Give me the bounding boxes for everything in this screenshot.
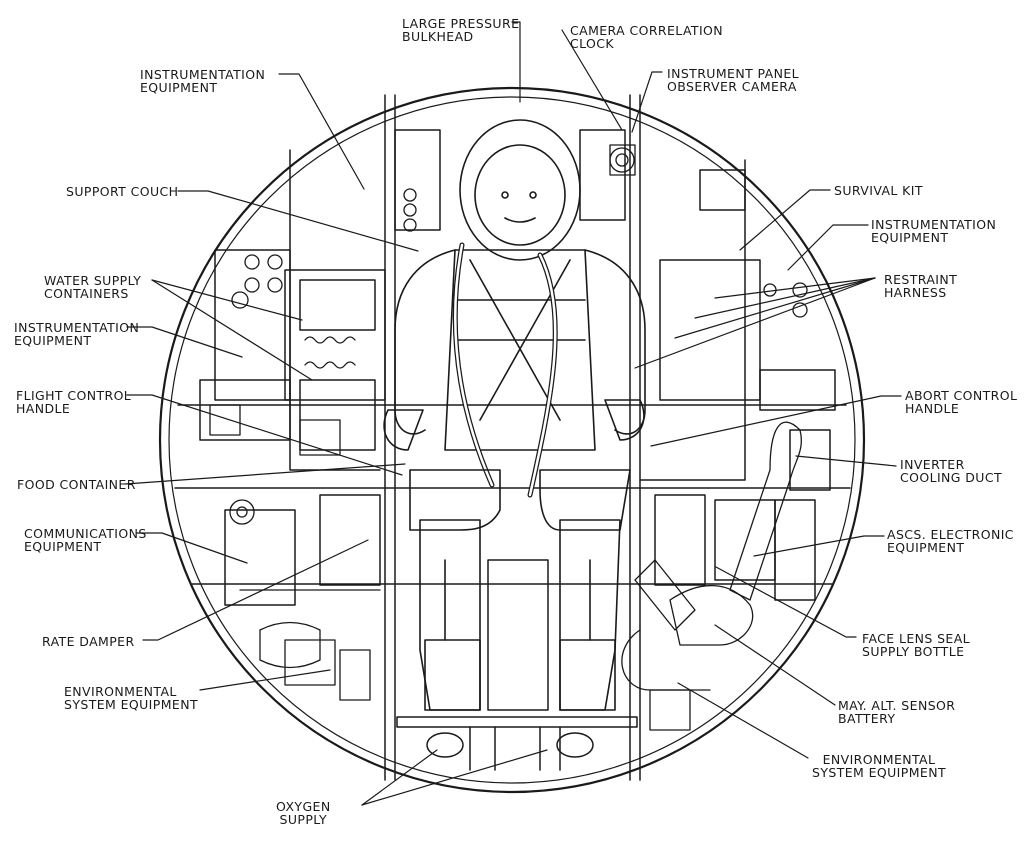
label-flight-control-handle: FLIGHT CONTROL HANDLE <box>16 388 132 416</box>
label-abort-control-handle: ABORT CONTROL HANDLE <box>905 388 1018 416</box>
capsule-frame <box>175 95 850 780</box>
label-restraint-harness: RESTRAINT HARNESS <box>884 272 958 300</box>
label-water-supply-containers: WATER SUPPLY CONTAINERS <box>44 273 142 301</box>
label-inverter-cooling-duct: INVERTER COOLING DUCT <box>900 457 1003 485</box>
label-ascs-electronic-equipment: ASCS. ELECTRONIC EQUIPMENT <box>887 527 1014 555</box>
label-rate-damper: RATE DAMPER <box>42 634 135 649</box>
label-food-container: FOOD CONTAINER <box>17 477 136 492</box>
equipment-details <box>210 145 807 730</box>
label-instrumentation-equipment-left: INSTRUMENTATION EQUIPMENT <box>14 320 140 348</box>
label-environmental-system-equipment-left: ENVIRONMENTAL SYSTEM EQUIPMENT <box>64 684 198 712</box>
label-environmental-system-equipment-right: ENVIRONMENTAL SYSTEM EQUIPMENT <box>812 752 946 780</box>
couch-and-floor <box>397 560 637 770</box>
label-large-pressure-bulkhead: LARGE PRESSURE BULKHEAD <box>402 16 520 44</box>
label-instrumentation-equipment-top: INSTRUMENTATION EQUIPMENT <box>140 67 266 95</box>
astronaut-figure <box>384 120 645 710</box>
label-instrument-panel-observer-camera: INSTRUMENT PANEL OBSERVER CAMERA <box>667 66 799 94</box>
label-camera-correlation-clock: CAMERA CORRELATION CLOCK <box>570 23 724 51</box>
label-instrumentation-equipment-right: INSTRUMENTATION EQUIPMENT <box>871 217 997 245</box>
label-support-couch: SUPPORT COUCH <box>66 184 179 199</box>
label-oxygen-supply: OXYGEN SUPPLY <box>276 799 331 827</box>
label-face-lens-seal-supply-bottle: FACE LENS SEAL SUPPLY BOTTLE <box>862 631 971 659</box>
label-may-alt-sensor-battery: MAY. ALT. SENSOR BATTERY <box>838 698 956 726</box>
label-survival-kit: SURVIVAL KIT <box>834 183 923 198</box>
label-communications-equipment: COMMUNICATIONS EQUIPMENT <box>24 526 147 554</box>
leader-lines <box>125 22 901 805</box>
